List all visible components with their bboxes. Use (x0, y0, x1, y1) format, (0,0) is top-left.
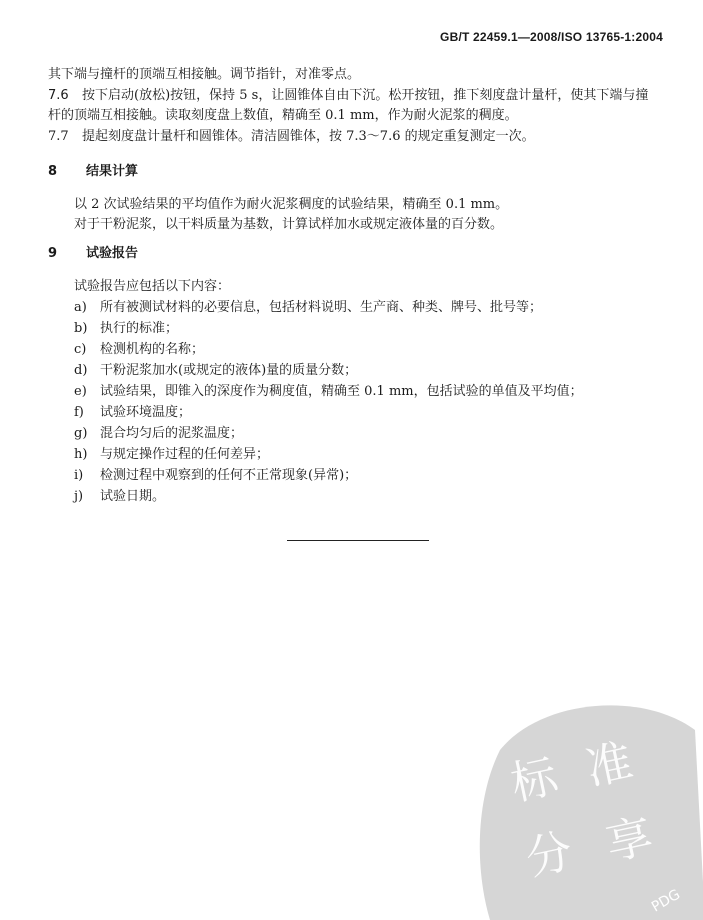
section-8-paragraph-1: 以 2 次试验结果的平均值作为耐火泥浆稠度的试验结果，精确至 0.1 mm。 (74, 197, 509, 212)
section-9-heading (48, 245, 138, 263)
clause-7-7 (48, 128, 535, 146)
clause-number: 7.6 (48, 88, 69, 103)
list-item-label: g) (74, 426, 88, 441)
list-item-text: 混合均匀后的泥浆温度； (100, 426, 244, 441)
list-item-label: e) (74, 384, 87, 399)
list-item-text: 试验日期。 (100, 489, 166, 504)
watermark-latin: PDG (649, 886, 684, 916)
list-item-label: c) (74, 342, 87, 357)
list-item-label: h) (74, 447, 88, 462)
list-item-label: f) (74, 405, 84, 420)
watermark-char: 标 (506, 748, 563, 811)
list-item-text: 与规定操作过程的任何差异； (100, 447, 270, 462)
list-item (74, 488, 165, 506)
list-item (74, 446, 269, 464)
section-number: 9 (48, 246, 58, 261)
list-item-text: 试验结果，即锥入的深度作为稠度值，精确至 0.1 mm，包括试验的单值及平均值； (100, 384, 583, 399)
list-item (74, 341, 204, 359)
clause-text: 按下启动(放松)按钮，保持 5 s，让圆锥体自由下沉。松开按钮，推下刻度盘计量杆，使其下端与撞 (82, 88, 649, 103)
list-item-label: d) (74, 363, 88, 378)
list-item (74, 320, 178, 338)
clause-7-6-line-2: 杆的顶端互相接触。读取刻度盘上数值，精确至 0.1 mm，作为耐火泥浆的稠度。 (48, 108, 518, 123)
watermark-char: 享 (601, 808, 658, 871)
list-item-text: 检测机构的名称； (100, 342, 205, 357)
section-9-intro: 试验报告应包括以下内容： (74, 279, 231, 294)
section-8-heading (48, 163, 138, 181)
list-item (74, 467, 357, 485)
continued-text: 其下端与撞杆的顶端互相接触。调节指针，对准零点。 (48, 67, 361, 82)
section-title: 结果计算 (86, 164, 139, 179)
list-item-text: 执行的标准； (100, 321, 179, 336)
watermark-char: 准 (581, 733, 638, 796)
list-item-text: 检测过程中观察到的任何不正常现象(异常)； (100, 468, 358, 483)
section-8-paragraph-2: 对于干粉泥浆，以干料质量为基数，计算试样加水或规定液体量的百分数。 (74, 217, 504, 232)
list-item-label: a) (74, 300, 87, 315)
list-item (74, 404, 191, 422)
watermark-stamp (470, 690, 703, 920)
list-item-label: i) (74, 468, 84, 483)
standard-number-header: GB/T 22459.1—2008/ISO 13765-1:2004 (440, 30, 663, 44)
list-item (74, 383, 583, 401)
section-number: 8 (48, 164, 58, 179)
list-item (74, 425, 243, 443)
list-item-text: 试验环境温度； (100, 405, 192, 420)
clause-number: 7.7 (48, 129, 69, 144)
watermark-char: 分 (521, 823, 578, 886)
list-item-label: j) (74, 489, 84, 504)
list-item (74, 299, 542, 317)
list-item-label: b) (74, 321, 88, 336)
list-item-text: 所有被测试材料的必要信息，包括材料说明、生产商、种类、牌号、批号等； (100, 300, 543, 315)
section-title: 试验报告 (86, 246, 139, 261)
end-rule (287, 540, 429, 541)
watermark-shape (480, 705, 703, 920)
list-item-text: 干粉泥浆加水(或规定的液体)量的质量分数； (100, 363, 358, 378)
list-item (74, 362, 357, 380)
clause-text: 提起刻度盘计量杆和圆锥体。清洁圆锥体，按 7.3～7.6 的规定重复测定一次。 (82, 129, 535, 144)
clause-7-6-line-1 (48, 87, 648, 105)
